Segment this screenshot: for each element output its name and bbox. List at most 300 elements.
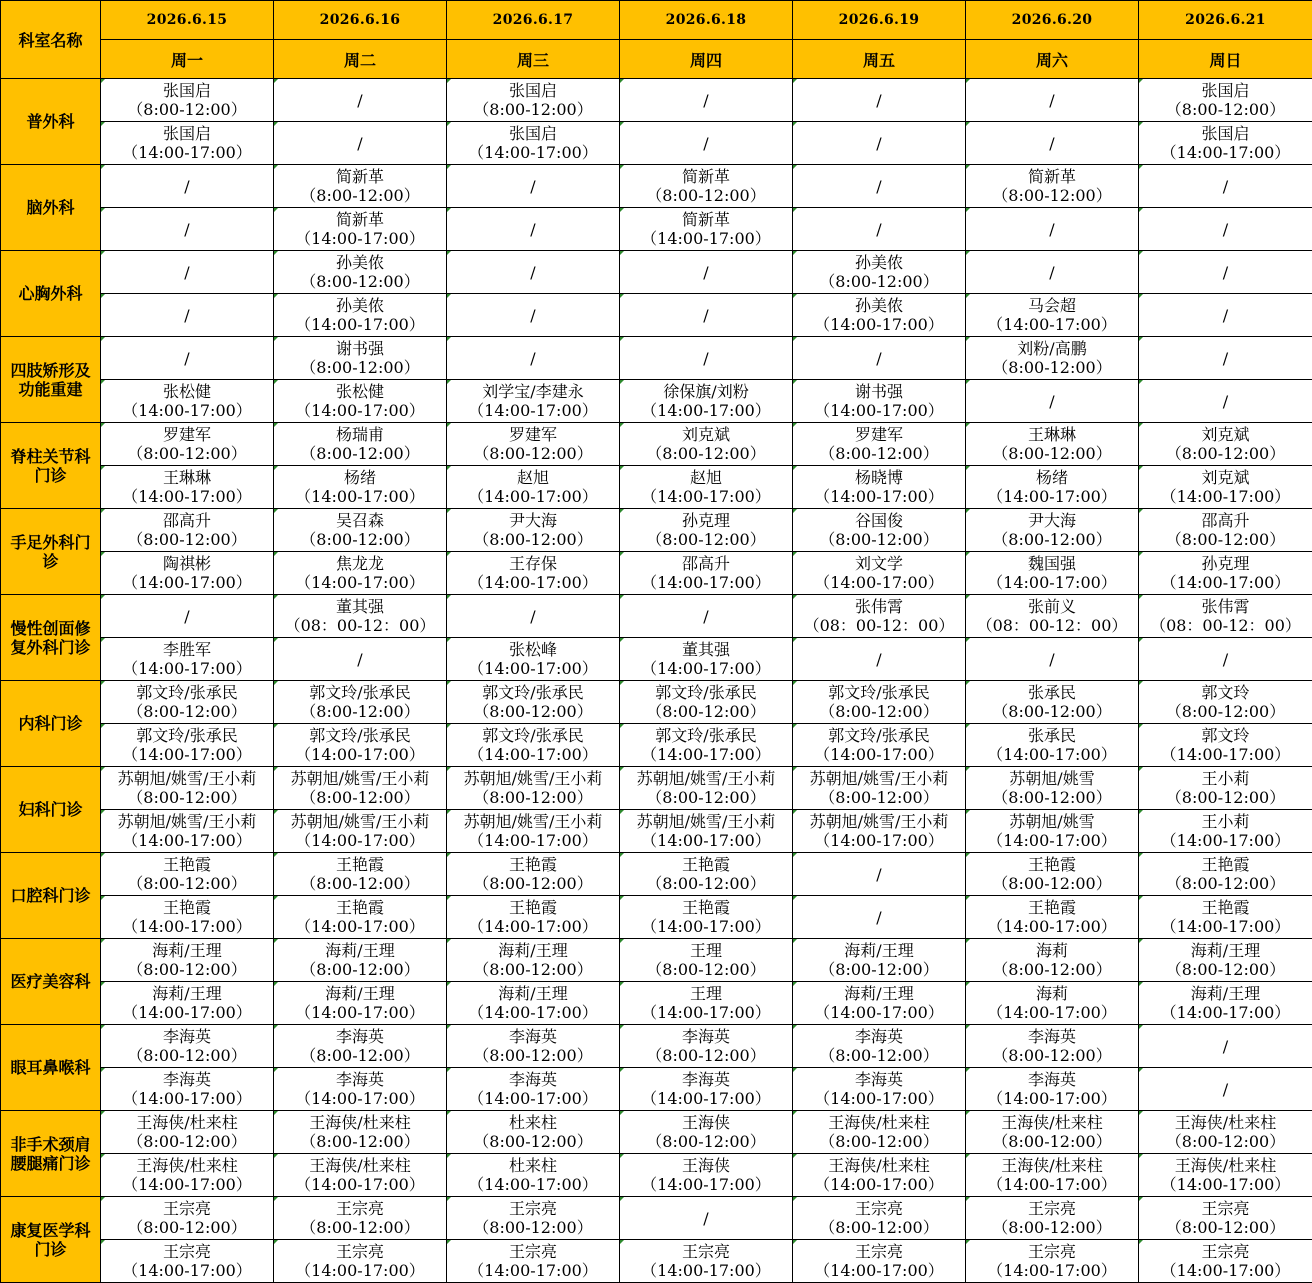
schedule-cell [447,165,620,208]
schedule-cell [101,165,274,208]
schedule-cell [447,1240,620,1283]
schedule-row [1,466,1312,509]
schedule-cell [101,724,274,767]
time-slot: （14:00-17:00） [1160,1003,1291,1022]
doctor-name: 海莉/王理 [325,941,395,960]
doctor-name: 刘粉/高鹏 [1017,339,1087,358]
dept-column-header: 科室名称 [1,1,101,79]
schedule-row [1,982,1312,1025]
time-slot: （14:00-17:00） [122,1089,252,1108]
schedule-cell [274,251,447,294]
schedule-cell [966,466,1139,509]
weekday-header-cell: 周三 [447,40,620,79]
time-slot: （14:00-17:00） [814,1003,944,1022]
time-slot: （14:00-17:00） [122,917,252,936]
time-slot: （8:00-12:00） [1165,530,1286,549]
schedule-cell [1139,681,1312,724]
date-header-cell: 2026.6.19 [793,1,966,40]
doctor-name: 张国启 [1201,124,1250,143]
date-header-cell: 2026.6.16 [274,1,447,40]
doctor-name: 王海侠/杜来柱 [1174,1156,1277,1175]
doctor-name: 王海侠/杜来柱 [1001,1156,1103,1175]
time-slot: （8:00-12:00） [300,788,420,807]
schedule-cell [101,208,274,251]
doctor-name: 张国启 [508,124,557,143]
doctor-name: 张松健 [162,382,211,401]
schedule-cell [274,509,447,552]
schedule-cell [620,939,793,982]
doctor-name: 郭文玲/张承民 [309,683,411,702]
time-slot: （8:00-12:00） [992,530,1112,549]
time-slot: （08：00-12：00） [803,616,955,635]
schedule-cell [1139,122,1312,165]
schedule-cell [966,638,1139,681]
schedule-cell [620,423,793,466]
schedule-cell [274,337,447,380]
doctor-name: 张国启 [508,81,557,100]
schedule-cell [274,294,447,337]
doctor-name: / [184,305,190,325]
schedule-cell [620,122,793,165]
doctor-name: 罗建军 [508,425,557,444]
time-slot: （8:00-12:00） [1165,100,1286,119]
time-slot: （14:00-17:00） [641,659,771,678]
doctor-name: / [1222,1036,1229,1056]
time-slot: （8:00-12:00） [992,358,1112,377]
doctor-name: 谢书强 [854,382,903,401]
schedule-cell [447,208,620,251]
doctor-name: 苏朝旭/姚雪/王小莉 [636,769,776,788]
schedule-cell [101,423,274,466]
time-slot: （8:00-12:00） [646,874,766,893]
schedule-row [1,1154,1312,1197]
doctor-name: / [876,133,882,153]
time-slot: （8:00-12:00） [992,874,1112,893]
schedule-cell [447,466,620,509]
doctor-name: 海莉/王理 [152,984,222,1003]
doctor-name: 王艳霞 [335,855,384,874]
time-slot: （14:00-17:00） [987,1003,1117,1022]
schedule-cell [793,122,966,165]
schedule-cell [793,294,966,337]
doctor-name: / [876,864,882,884]
schedule-cell [620,853,793,896]
doctor-name: / [703,90,709,110]
schedule-cell [274,208,447,251]
schedule-cell [966,1025,1139,1068]
schedule-cell [447,939,620,982]
time-slot: （14:00-17:00） [987,1261,1117,1280]
weekday-header-cell: 周四 [620,40,793,79]
schedule-cell [274,1025,447,1068]
doctor-name: 苏朝旭/姚雪/王小莉 [117,769,257,788]
schedule-row [1,1240,1312,1283]
doctor-name: / [1222,176,1229,196]
schedule-cell [101,1111,274,1154]
schedule-cell [966,294,1139,337]
doctor-name: 李海英 [162,1027,211,1046]
doctor-name: 张国启 [162,81,211,100]
doctor-name: 董其强 [681,640,730,659]
schedule-cell [274,724,447,767]
doctor-name: 王海侠/杜来柱 [828,1113,930,1132]
schedule-cell [1139,509,1312,552]
schedule-cell [447,724,620,767]
time-slot: （8:00-12:00） [819,788,939,807]
schedule-cell [447,294,620,337]
schedule-row [1,509,1312,552]
doctor-name: 郭文玲 [1201,683,1250,702]
doctor-name: / [1222,219,1229,239]
schedule-row [1,165,1312,208]
doctor-name: / [876,649,882,669]
doctor-name: 杜来柱 [508,1156,557,1175]
time-slot: （8:00-12:00） [1165,444,1286,463]
doctor-name: 孙美侬 [335,253,384,272]
schedule-cell [620,1111,793,1154]
doctor-name: 马会超 [1027,296,1076,315]
doctor-name: 王小莉 [1201,812,1250,831]
schedule-cell [101,767,274,810]
schedule-cell [1139,1240,1312,1283]
doctor-name: 苏朝旭/姚雪/王小莉 [290,812,430,831]
schedule-cell [447,122,620,165]
doctor-name: / [530,348,536,368]
time-slot: （8:00-12:00） [1165,1218,1286,1237]
weekday-header-cell: 周二 [274,40,447,79]
schedule-cell [274,1240,447,1283]
doctor-name: 张国启 [1201,81,1250,100]
schedule-cell [1139,767,1312,810]
time-slot: （14:00-17:00） [122,831,252,850]
schedule-cell [966,251,1139,294]
schedule-cell [101,337,274,380]
schedule-cell [1139,638,1312,681]
time-slot: （8:00-12:00） [300,530,420,549]
time-slot: （14:00-17:00） [641,401,771,420]
schedule-cell [1139,1025,1312,1068]
doctor-name: 王宗亮 [508,1199,557,1218]
doctor-name: 谢书强 [335,339,384,358]
schedule-cell [793,509,966,552]
doctor-name: 郭文玲/张承民 [655,726,757,745]
time-slot: （14:00-17:00） [987,831,1117,850]
doctor-name: 郭文玲/张承民 [828,726,930,745]
schedule-row [1,1197,1312,1240]
department-name: 脊柱关节科门诊 [1,423,101,509]
schedule-row [1,251,1312,294]
doctor-name: 海莉/王理 [844,984,914,1003]
time-slot: （14:00-17:00） [641,917,771,936]
doctor-name: 郭文玲/张承民 [482,726,584,745]
doctor-name: 郭文玲/张承民 [136,726,238,745]
doctor-name: 郭文玲/张承民 [828,683,930,702]
doctor-name: 王海侠/杜来柱 [828,1156,930,1175]
schedule-cell [447,896,620,939]
time-slot: （14:00-17:00） [814,573,944,592]
schedule-row [1,810,1312,853]
schedule-cell [620,165,793,208]
time-slot: （8:00-12:00） [473,1218,593,1237]
schedule-cell [1139,165,1312,208]
time-slot: （8:00-12:00） [992,1046,1112,1065]
schedule-cell [966,552,1139,595]
time-slot: （14:00-17:00） [641,831,771,850]
doctor-name: 王艳霞 [1201,855,1250,874]
doctor-name: / [703,606,709,626]
doctor-name: 王海侠/杜来柱 [309,1156,411,1175]
time-slot: （14:00-17:00） [468,917,598,936]
schedule-cell [620,79,793,122]
doctor-name: 张承民 [1027,726,1076,745]
doctor-name: 孙克理 [681,511,730,530]
doctor-name: / [1049,649,1055,669]
schedule-cell [274,1111,447,1154]
time-slot: （8:00-12:00） [819,1218,939,1237]
schedule-cell [620,1154,793,1197]
schedule-cell [1139,595,1312,638]
doctor-name: 简新革 [335,167,384,186]
schedule-cell [620,767,793,810]
schedule-cell [620,896,793,939]
schedule-row [1,595,1312,638]
schedule-cell [101,122,274,165]
date-header-cell: 2026.6.18 [620,1,793,40]
doctor-name: / [530,219,536,239]
schedule-cell [620,724,793,767]
schedule-cell [966,1068,1139,1111]
department-name: 手足外科门诊 [1,509,101,595]
schedule-cell [966,1240,1139,1283]
schedule-cell [101,1025,274,1068]
doctor-name: 杨绪 [343,468,376,487]
schedule-cell [793,380,966,423]
schedule-cell [101,1240,274,1283]
doctor-name: 邵高升 [1201,511,1250,530]
doctor-name: 孙克理 [1201,554,1250,573]
doctor-name: 王宗亮 [335,1199,384,1218]
schedule-cell [274,638,447,681]
time-slot: （8:00-12:00） [127,100,247,119]
doctor-name: 简新革 [681,167,730,186]
time-slot: （8:00-12:00） [992,960,1112,979]
schedule-cell [274,982,447,1025]
doctor-name: 王宗亮 [1027,1242,1076,1261]
time-slot: （14:00-17:00） [468,401,598,420]
schedule-cell [274,853,447,896]
schedule-row [1,294,1312,337]
time-slot: （8:00-12:00） [1165,960,1286,979]
doctor-name: / [876,907,882,927]
schedule-cell [274,896,447,939]
time-slot: （8:00-12:00） [127,444,247,463]
schedule-cell [966,509,1139,552]
doctor-name: 杨瑞甫 [335,425,384,444]
doctor-name: / [1049,219,1055,239]
schedule-cell [620,337,793,380]
schedule-cell [620,595,793,638]
schedule-cell [274,810,447,853]
doctor-name: 王宗亮 [854,1199,903,1218]
time-slot: （14:00-17:00） [122,487,252,506]
department-name: 口腔科门诊 [1,853,101,939]
schedule-cell [101,638,274,681]
time-slot: （8:00-12:00） [473,1132,593,1151]
time-slot: （14:00-17:00） [468,573,598,592]
time-slot: （14:00-17:00） [641,573,771,592]
doctor-name: 张伟霄 [1201,597,1250,616]
schedule-row [1,1068,1312,1111]
schedule-cell [1139,466,1312,509]
doctor-name: / [357,90,363,110]
time-slot: （8:00-12:00） [300,444,420,463]
time-slot: （14:00-17:00） [468,659,598,678]
doctor-name: / [1222,391,1229,411]
time-slot: （14:00-17:00） [468,143,598,162]
time-slot: （8:00-12:00） [300,1132,420,1151]
schedule-cell [793,1240,966,1283]
time-slot: （14:00-17:00） [295,1089,425,1108]
doctor-name: / [1222,649,1229,669]
date-header-cell: 2026.6.21 [1139,1,1312,40]
schedule-cell [101,896,274,939]
doctor-name: 张松健 [335,382,384,401]
schedule-cell [793,1068,966,1111]
doctor-name: 王海侠/杜来柱 [136,1156,238,1175]
time-slot: （14:00-17:00） [1160,831,1291,850]
doctor-name: / [184,348,190,368]
doctor-name: 李海英 [681,1027,730,1046]
schedule-cell [620,1068,793,1111]
doctor-name: 王艳霞 [162,855,211,874]
time-slot: （14:00-17:00） [295,831,425,850]
doctor-name: 简新革 [681,210,730,229]
time-slot: （8:00-12:00） [992,788,1112,807]
time-slot: （14:00-17:00） [641,487,771,506]
time-slot: （8:00-12:00） [300,960,420,979]
schedule-cell [1139,208,1312,251]
schedule-cell [793,1111,966,1154]
date-header-cell: 2026.6.17 [447,1,620,40]
doctor-name: 吴召森 [335,511,384,530]
schedule-cell [966,380,1139,423]
doctor-name: / [184,606,190,626]
time-slot: （8:00-12:00） [646,960,766,979]
schedule-cell [793,79,966,122]
doctor-name: 王艳霞 [1027,898,1076,917]
schedule-cell [620,638,793,681]
weekday-header-cell: 周日 [1139,40,1312,79]
time-slot: （14:00-17:00） [295,745,425,764]
time-slot: （8:00-12:00） [819,530,939,549]
doctor-name: 李海英 [335,1027,384,1046]
time-slot: （8:00-12:00） [473,1046,593,1065]
time-slot: （14:00-17:00） [122,573,252,592]
schedule-cell [620,1197,793,1240]
time-slot: （8:00-12:00） [992,444,1112,463]
schedule-cell [447,1154,620,1197]
time-slot: （14:00-17:00） [641,1175,771,1194]
doctor-name: / [1222,262,1229,282]
schedule-cell [101,251,274,294]
doctor-name: 刘文学 [854,554,903,573]
time-slot: （14:00-17:00） [987,1175,1117,1194]
time-slot: （8:00-12:00） [127,702,247,721]
doctor-name: 苏朝旭/姚雪/王小莉 [117,812,257,831]
time-slot: （8:00-12:00） [300,1046,420,1065]
time-slot: （14:00-17:00） [122,659,252,678]
doctor-name: 李海英 [1027,1027,1076,1046]
schedule-body [1,1,1312,1283]
schedule-cell [447,595,620,638]
schedule-cell [274,595,447,638]
department-name: 慢性创面修复外科门诊 [1,595,101,681]
doctor-name: 张国启 [162,124,211,143]
department-name: 非手术颈肩腰腿痛门诊 [1,1111,101,1197]
time-slot: （14:00-17:00） [468,1003,598,1022]
doctor-name: 王艳霞 [508,898,557,917]
doctor-name: / [1222,348,1229,368]
schedule-cell [1139,1111,1312,1154]
time-slot: （8:00-12:00） [473,444,593,463]
time-slot: （8:00-12:00） [1165,788,1286,807]
time-slot: （14:00-17:00） [814,487,944,506]
doctor-name: / [876,90,882,110]
time-slot: （14:00-17:00） [122,1261,252,1280]
time-slot: （14:00-17:00） [295,487,425,506]
time-slot: （14:00-17:00） [295,229,425,248]
schedule-cell [793,810,966,853]
time-slot: （14:00-17:00） [641,1261,771,1280]
schedule-cell [447,251,620,294]
schedule-cell [620,509,793,552]
time-slot: （8:00-12:00） [473,100,593,119]
time-slot: （8:00-12:00） [646,186,766,205]
time-slot: （14:00-17:00） [814,1261,944,1280]
doctor-name: / [1049,391,1055,411]
doctor-name: 李海英 [854,1070,903,1089]
doctor-name: 海莉/王理 [1190,984,1261,1003]
doctor-name: 王艳霞 [681,898,730,917]
schedule-cell [966,122,1139,165]
time-slot: （14:00-17:00） [641,1089,771,1108]
schedule-cell [793,595,966,638]
doctor-name: / [876,348,882,368]
time-slot: （14:00-17:00） [295,1003,425,1022]
time-slot: （8:00-12:00） [127,1046,247,1065]
schedule-cell [101,79,274,122]
schedule-cell [620,552,793,595]
doctor-name: 郭文玲/张承民 [136,683,238,702]
doctor-name: 王海侠 [681,1156,730,1175]
schedule-cell [274,767,447,810]
doctor-name: 刘克斌 [681,425,730,444]
time-slot: （8:00-12:00） [646,444,766,463]
time-slot: （14:00-17:00） [814,1175,944,1194]
time-slot: （14:00-17:00） [122,745,252,764]
schedule-cell [274,1154,447,1197]
doctor-name: / [184,219,190,239]
schedule-cell [447,767,620,810]
doctor-name: / [184,176,190,196]
weekday-header-cell: 周六 [966,40,1139,79]
department-name: 医疗美容科 [1,939,101,1025]
schedule-cell [966,681,1139,724]
department-name: 心胸外科 [1,251,101,337]
doctor-name: 海莉 [1035,984,1068,1003]
time-slot: （14:00-17:00） [468,831,598,850]
schedule-cell [966,423,1139,466]
